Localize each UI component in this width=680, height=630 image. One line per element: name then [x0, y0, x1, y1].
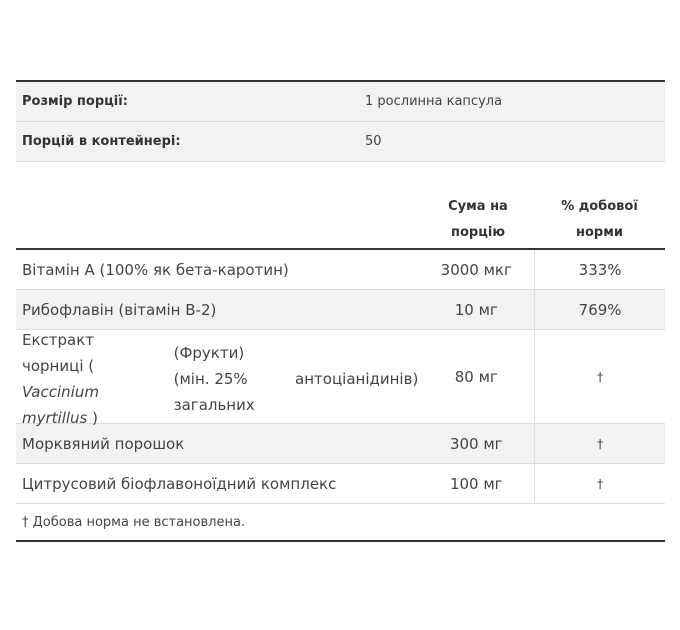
- nutrient-daily-value: 333%: [578, 260, 622, 279]
- nutrient-name: Цитрусовий біофлавоноїдний комплекс: [22, 474, 337, 493]
- nutrient-daily-value: †: [597, 369, 604, 384]
- supplement-facts-panel: [16, 80, 665, 542]
- nutrient-amount: 10 мг: [418, 290, 535, 329]
- header-name-column: [16, 190, 422, 248]
- nutrient-name: [16, 330, 419, 427]
- serving-size-row: [16, 82, 665, 122]
- nutrient-name-line: антоціанідинів): [295, 369, 419, 388]
- header-daily-value: % добової норми: [561, 199, 638, 240]
- servings-per-container-label: Порцій в контейнері:: [22, 134, 181, 149]
- table-row: [16, 330, 665, 427]
- nutrient-name-line: [22, 327, 146, 431]
- nutrient-name-line: (Фрукти) (мін. 25% загальних: [173, 343, 255, 414]
- table-row: [16, 290, 665, 330]
- nutrient-latin-name: Vaccinium myrtillus: [22, 382, 99, 427]
- table-row: [16, 464, 665, 504]
- nutrient-name-suffix: ): [87, 408, 98, 427]
- table-row: [16, 250, 665, 290]
- servings-per-container-row: [16, 122, 665, 162]
- nutrient-amount: 100 мг: [418, 464, 535, 503]
- nutrient-amount: 3000 мкг: [418, 250, 535, 289]
- section-spacer: [16, 162, 665, 190]
- table-header: [16, 190, 665, 250]
- nutrient-daily-value: 769%: [578, 300, 622, 319]
- nutrient-name-prefix: Екстракт чорниці (: [22, 330, 95, 375]
- table-row: [16, 424, 665, 464]
- serving-size-value: 1 рослинна капсула: [365, 94, 503, 109]
- nutrient-name: Рибофлавін (вітамін В-2): [22, 300, 217, 319]
- nutrient-amount: 300 мг: [418, 424, 535, 463]
- footnote: † Добова норма не встановлена.: [22, 514, 246, 530]
- serving-size-label: Розмір порції:: [22, 94, 128, 109]
- nutrient-daily-value: †: [597, 476, 604, 491]
- nutrient-name: Вітамін А (100% як бета-каротин): [22, 260, 289, 279]
- servings-per-container-value: 50: [365, 134, 382, 149]
- nutrient-daily-value: †: [597, 436, 604, 451]
- nutrient-amount: 80 мг: [418, 330, 535, 423]
- header-amount-per-serving: Сума на порцію: [448, 199, 508, 240]
- nutrient-name: Морквяний порошок: [22, 434, 185, 453]
